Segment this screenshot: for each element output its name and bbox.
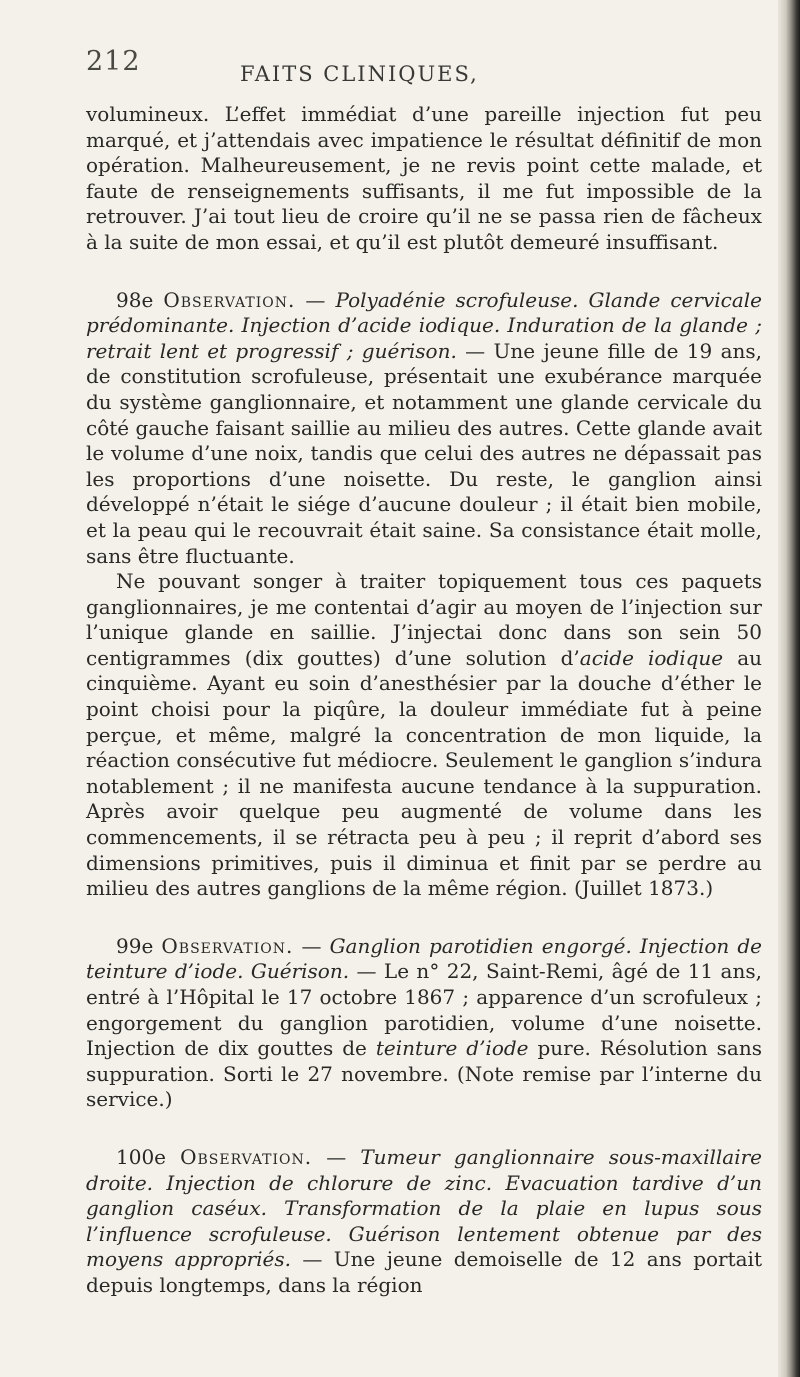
observation-body: pure. Résolution sans suppuration. Sorti le 27 novembre. (Note remise par l’interne du service.) [86,1036,762,1112]
observation-body: Le n° 22, Saint-Remi, âgé de 11 ans, entré à l’Hôpital le 17 octobre 1867 ; apparence d’un scrofuleux ; engorgement du ganglion parotidien, volume d’une noisette. Injection de dix gouttes de [86,959,762,1061]
observation-99: 99e Observation. — Ganglion parotidien engorgé. Injection de teinture d’iode. Guérison. — Le n° 22, Saint-Remi, âgé de 11 ans, entré à l’Hôpital le 17 octobre 1867 ; apparence d’un scrofuleux ; engorgement du ganglion parotidien, volume d’une noisette. Injection de dix gouttes de teinture d’iode pure. Résolution sans suppuration. Sorti le 27 novembre. (Note remise par l’interne du service.) [86,933,763,1112]
emphasis-text: teinture d’iode [375,1036,529,1061]
paragraph-text: volumineux. L’effet immédiat d’une pareille injection fut peu marqué, et j’attendais avec impatience le résultat définitif de mon opération. Malheureusement, je ne revis point cette malade, et faute de renseignements suffisants, il me fut impossible de la retrouver. J’ai tout lieu de croire qu’il ne se passa rien de fâcheux à la suite de mon essai, et qu’il est plutôt demeuré insuffisant. [86,102,762,254]
paragraph [86,569,762,902]
observation-title: Polyadénie scrofuleuse. Glande cervicale prédominante. Injection d’acide iodique. Induration de la glande ; retrait lent et progressif ; guérison. [86,287,763,363]
page-number: 212 [86,46,141,77]
observation-title: Tumeur ganglionnaire sous-maxillaire droite. Injection de chlorure de zinc. Evacuation tardive d’un ganglion caséux. Transformation de la plaie en lupus sous l’influence scrofuleuse. Guérison lentement obtenue par des moyens appropriés. [86,1144,762,1272]
observation-100: 100e Observation. — Tumeur ganglionnaire sous-maxillaire droite. Injection de chlorure de zinc. Evacuation tardive d’un ganglion caséux. Transformation de la plaie en lupus sous l’influence scrofuleuse. Guérison lentement obtenue par des moyens appropriés. — Une jeune demoiselle de 12 ans portait depuis longtemps, dans la région [86,1144,762,1297]
observation-label: Observation. [161,933,294,958]
body-text [86,102,762,1299]
observation-number: 100e [116,1144,167,1169]
paragraph-continued [86,102,762,256]
emphasis-text: acide iodique [579,645,724,670]
observation-body: Une jeune fille de 19 ans, de constitution scrofuleuse, présentait une exubérance marquée du système ganglionnaire, et notamment une glande cervicale du côté gauche faisant saillie au milieu des autres. Cette glande avait le volume d’une noix, tandis que celui des autres ne dépassait pas les proportions d’une noisette. Du reste, le ganglion ainsi développé n’était le siége d’aucune douleur ; il était bien mobile, et la peau qui le recouvrait était saine. Sa consistance était molle, sans être fluctuante. [86,338,762,568]
running-title: FAITS CLINIQUES, [240,62,479,86]
observation-number: 99e [116,933,154,958]
paragraph-text: Ne pouvant songer à traiter topiquement tous ces paquets ganglionnaires, je me contentai d’agir au moyen de l’injection sur l’unique glande en saillie. J’injectai donc dans son sein 50 centigrammes (dix gouttes) d’une solution d’ [86,569,762,670]
observation-title: Ganglion parotidien engorgé. Injection de teinture d’iode. Guérison. [86,933,763,984]
observation-98: 98e Observation. — Polyadénie scrofuleuse. Glande cervicale prédominante. Injection d’acide iodique. Induration de la glande ; retrait lent et progressif ; guérison. — Une jeune fille de 19 ans, de constitution scrofuleuse, présentait une exubérance marquée du système ganglionnaire, et notamment une glande cervicale du côté gauche faisant saillie au milieu des autres. Cette glande avait le volume d’une noix, tandis que celui des autres ne dépassait pas les proportions d’une noisette. Du reste, le ganglion ainsi développé n’était le siége d’aucune douleur ; il était bien mobile, et la peau qui le recouvrait était saine. Sa consistance était molle, sans être fluctuante. [86,287,763,568]
paragraph-text: au cinquième. Ayant eu soin d’anesthésier par la douche d’éther le point choisi pour la piqûre, la douleur immédiate fut à peine perçue, et même, malgré la concentration de mon liquide, la réaction consécutive fut médiocre. Seulement le ganglion s’indura notablement ; il ne manifesta aucune tendance à la suppuration. Après avoir quelque peu augmenté de volume dans les commencements, il se rétracta peu à peu ; il reprit d’abord ses dimensions primitives, puis il diminua et finit par se perdre au milieu des autres ganglions de la même région. (Juillet 1873.) [86,645,762,901]
observation-label: Observation. [163,287,296,312]
observation-label: Observation. [180,1144,313,1169]
page-edge-shadow [778,0,800,1377]
observation-number: 98e [116,287,154,312]
observation-body: Une jeune demoiselle de 12 ans portait depuis longtemps, dans la région [86,1247,762,1297]
